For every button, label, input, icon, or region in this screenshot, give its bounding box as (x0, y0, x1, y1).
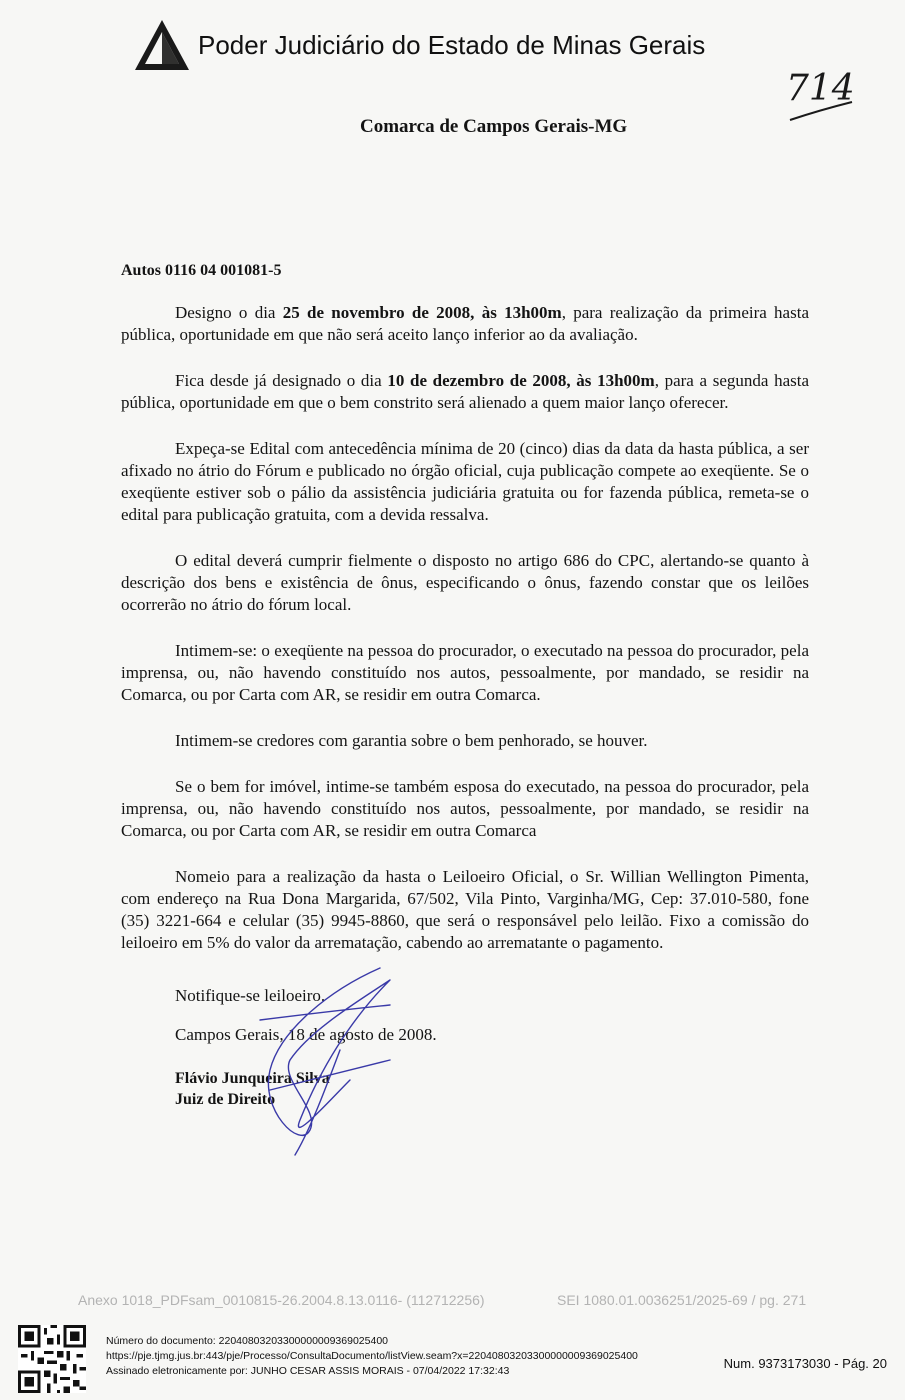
paragraph-spouse: Se o bem for imóvel, intime-se também esposa do executado, na pessoa do procurador, pela imprensa, ou, não havendo constituído nos autos, pessoalmente, por mandado, se residir na Comarca, ou por Carta com AR, se residir em outra Comarca (121, 777, 809, 840)
handwritten-signature (240, 960, 400, 1160)
signer-title: Juiz de Direito (175, 1091, 276, 1108)
paragraph-cpc: O edital deverá cumprir fielmente o disposto no artigo 686 do CPC, alertando-se quanto à descrição dos bens e existência de ônus, especificando o ônus, fazendo constar que os leilões ocorrerão no átrio do fórum local. (121, 551, 809, 614)
document-number: Número do documento: 22040803203300000009369025400 (106, 1335, 388, 1347)
tjmg-logo-icon (133, 18, 191, 72)
annex-label: Anexo 1018_PDFsam_0010815-26.2004.8.13.0116- (112712256) (78, 1292, 485, 1308)
document-url[interactable]: https://pje.tjmg.jus.br:443/pje/Processo/ConsultaDocumento/listView.seam?x=22040803203300000009369025400 (106, 1350, 638, 1362)
electronic-signature-info (106, 1334, 638, 1379)
decision-body (121, 302, 809, 978)
paragraph-second-auction: Fica desde já designado o dia 10 de dezembro de 2008, às 13h00m, para a segunda hasta pública, oportunidade em que o bem constrito será alienado a quem maior lanço oferecer. (121, 371, 809, 412)
paragraph-intimations: Intimem-se: o exeqüente na pessoa do procurador, o executado na pessoa do procurador, pela imprensa, ou, não havendo constituído nos autos, pessoalmente, por mandado, se residir na Comarca, ou por Carta com AR, se residir em outra Comarca. (121, 641, 809, 704)
paragraph-first-auction: Designo o dia 25 de novembro de 2008, às 13h00m, para realização da primeira hasta pública, oportunidade em que não será aceito lanço inferior ao da avaliação. (121, 303, 809, 344)
org-name: Poder Judiciário do Estado de Minas Gerais (198, 30, 706, 60)
paragraph-edital: Expeça-se Edital com antecedência mínima de 20 (cinco) dias da data da hasta pública, a ser afixado no átrio do Fórum e publicado no órgão oficial, cuja publicação compete ao exeqüente. Se o exeqüente estiver sob o pálio da assistência judiciária gratuita ou for fazenda pública, remeta-se o edital para publicação gratuita, com a devida ressalva. (121, 439, 809, 524)
signed-by: Assinado eletronicamente por: JUNHO CESAR ASSIS MORAIS - 07/04/2022 17:32:43 (106, 1365, 510, 1377)
case-number: Autos 0116 04 001081-5 (121, 262, 282, 279)
qr-code-icon (18, 1325, 86, 1393)
page-number: Num. 9373173030 - Pág. 20 (723, 1356, 887, 1371)
svg-text:714: 714 (786, 68, 855, 109)
date-line: Campos Gerais, 18 de agosto de 2008. (175, 1025, 437, 1044)
signer-name: Flávio Junqueira Silva (175, 1070, 330, 1087)
comarca-title: Comarca de Campos Gerais-MG (360, 116, 628, 137)
paragraph-auctioneer: Nomeio para a realização da hasta o Leiloeiro Oficial, o Sr. Willian Wellington Pimenta, com endereço na Rua Dona Margarida, 67/502, Vila Pinto, Varginha/MG, Cep: 37.010-580, fone (35) 3221-664 e celular (35) 9945-8860, que será o responsável pelo leilão. Fixo a comissão do leiloeiro em 5% do valor da arrematação, cabendo ao arrematante o pagamento. (121, 867, 809, 952)
notify-line: Notifique-se leiloeiro. (175, 986, 326, 1005)
handwritten-folio-number (780, 58, 860, 128)
paragraph-creditors: Intimem-se credores com garantia sobre o bem penhorado, se houver. (175, 731, 648, 750)
sei-label: SEI 1080.01.0036251/2025-69 / pg. 271 (557, 1292, 807, 1308)
